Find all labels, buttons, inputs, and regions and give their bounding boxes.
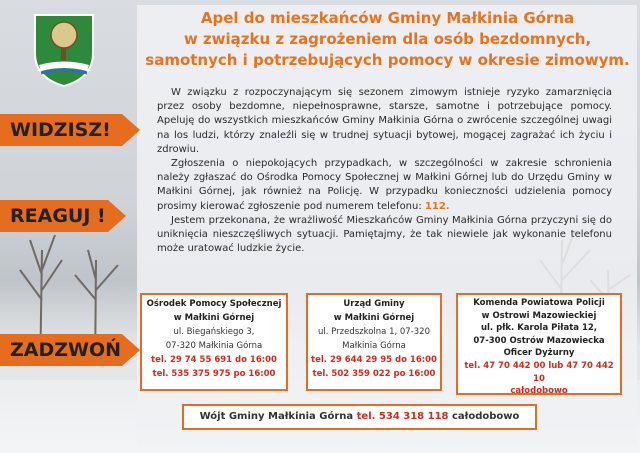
tag-react: REAGUJ !: [0, 200, 108, 232]
mayor-contact: [182, 404, 537, 430]
paragraph-3: Jestem przekonana, że wrażliwość Mieszkańców Gminy Małkinia Górna przyczyni się do uniknięcia nieszczęśliwych sytuacji. Pamiętajmy, że tak niewiele jak wykonanie telefonu może uratować ludzkie życie.: [157, 214, 612, 255]
contact-name: Komenda Powiatowa Policji: [473, 298, 605, 308]
contact-address-2: Małkinia Górna: [342, 341, 406, 351]
tag-call: ZADZWOŃ!: [0, 334, 122, 366]
contact-address-2: 07-320 Małkinia Górna: [165, 341, 263, 351]
appeal-body: [157, 86, 612, 256]
title-line-2: w związku z zagrożeniem dla osób bezdomnych,: [183, 30, 592, 48]
contact-duty-officer: Oficer Dyżurny: [503, 348, 575, 359]
contact-box-police: [456, 293, 622, 395]
contact-name: Urząd Gminy: [343, 299, 405, 309]
paragraph-2-text: Zgłoszenia o niepokojących przypadkach, w szczególności w zakresie schronienia należy zgłaszać do Ośrodka Pomocy Społecznej w Małkini Górnej lub do Urzędu Gminy w Małkini Górnej, jak również na Policję. W przypadku konieczności udzielenia pomocy prosimy kierować zgłoszenie pod numerem telefonu:: [157, 158, 612, 212]
contact-name-2: w Ostrowi Mazowieckiej: [481, 310, 597, 321]
contact-address-2: 07-300 Ostrów Mazowiecka: [473, 335, 605, 346]
contact-name: Ośrodek Pomocy Społecznej: [146, 299, 282, 309]
paragraph-1: W związku z rozpoczynającym się sezonem zimowym istnieje ryzyko zamarznięcia przez osoby bezdomne, niepełnosprawne, starsze, samotne i potrzebujące pomocy. Apeluję do wszystkich mieszkańców Gminy Małkinia Górna o zwrócenie szczególnej uwagi na los ludzi, którzy znaleźli się w trudnej sytuacji bytowej, mogącej zagrażać ich życiu i zdrowiu.: [157, 87, 612, 155]
contact-phone: tel. 29 644 29 95 do 16:00: [311, 355, 437, 365]
municipality-crest: [33, 13, 95, 88]
contact-phone: tel. 47 70 442 00 lub 47 70 442 10: [464, 360, 614, 384]
contact-name-2: w Małkini Górnej: [173, 313, 255, 323]
mayor-label: Wójt Gminy Małkinia Górna: [199, 411, 354, 422]
contact-phone-2: całodobowo: [510, 386, 568, 397]
contact-phone-2: tel. 502 359 022 po 16:00: [312, 369, 436, 379]
contact-phone: tel. 29 74 55 691 do 16:00: [151, 355, 277, 365]
contact-address: ul. Biegańskiego 3,: [173, 327, 255, 337]
contact-box-ug: [306, 293, 442, 391]
mayor-availability: całodobowo: [451, 411, 520, 422]
contact-phone-2: tel. 535 375 975 po 16:00: [152, 369, 276, 379]
contact-box-ops: [140, 293, 288, 391]
mayor-phone: tel. 534 318 118: [356, 411, 449, 422]
contact-name-2: w Małkini Górnej: [333, 313, 415, 323]
title-line-3: samotnych i potrzebujących pomocy w okresie zimowym.: [145, 51, 630, 69]
paragraph-2: [157, 157, 612, 214]
title-line-1: Apel do mieszkańców Gminy Małkinia Górna: [200, 9, 575, 27]
contact-address: ul. Przedszkolna 1, 07-320: [318, 327, 430, 337]
emergency-number: 112.: [424, 200, 450, 212]
contact-address: ul. płk. Karola Piłata 12,: [480, 323, 598, 334]
appeal-title: [140, 8, 635, 71]
tag-see: WIDZISZ!: [0, 114, 122, 146]
